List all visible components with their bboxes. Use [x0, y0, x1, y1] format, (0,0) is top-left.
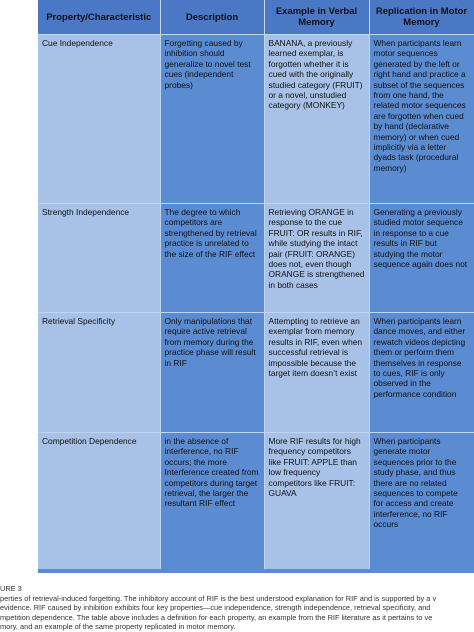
cell-motor-replication: Generating a previously studied motor sequence in response to a cue results in RIF but studying the motor sequence again does not [369, 204, 474, 313]
cell-verbal-example: BANANA, a previously learned exemplar, is forgotten whether it is cued with the originally studied category (FRUIT) or a novel, unstudied category (MONKEY) [264, 35, 369, 204]
caption-line: evidence. RIF caused by inhibition exhibits four key properties—cue independence, strength independence, retrieval specificity, and [0, 603, 431, 613]
cell-property: Cue Independence [38, 35, 160, 204]
caption-line: mpetition dependence. The table above includes a definition for each property, an example from the RIF literature as it pertains to ve [0, 612, 433, 622]
cell-verbal-example: Retrieving ORANGE in response to the cue FRUIT: OR results in RIF, while studying the intact pair (FRUIT: ORANGE) does not, even though ORANGE is strengthened in both cases [264, 204, 369, 313]
cell-motor-replication: When participants learn motor sequences generated by the left or right hand and practice a subset of the sequences from one hand, the related motor sequences are forgotten when cued by hand (declarative memory) or when cued implicitly via a letter dyads task (procedural memory) [369, 35, 474, 204]
rif-properties-table-container [38, 0, 474, 573]
header-motor-replication: Replication in Motor Memory [369, 0, 474, 35]
caption-line: mory, and an example of the same property replicated in motor memory. [0, 622, 236, 632]
cell-description: Only manipulations that require active retrieval from memory during the practice phase will result in RIF [160, 313, 264, 433]
cell-description: Forgetting caused by inhibition should generalize to novel test cues (independent probes) [160, 35, 264, 204]
cell-motor-replication: When participants learn dance moves, and either rewatch videos depicting them or perform them themselves in response to cues, RIF is only observed in the performance condition [369, 313, 474, 433]
cell-property: Retrieval Specificity [38, 313, 160, 433]
cell-description: The degree to which competitors are strengthened by retrieval practice is unrelated to the size of the RIF effect [160, 204, 264, 313]
cell-verbal-example: More RIF results for high frequency competitors like FRUIT: APPLE than low frequency competitors like FRUIT: GUAVA [264, 433, 369, 570]
table-row [38, 204, 474, 313]
cell-property: Strength Independence [38, 204, 160, 313]
table-header-row [38, 0, 474, 35]
table-row [38, 35, 474, 204]
figure-caption [0, 584, 474, 632]
cell-motor-replication: When participants generate motor sequences prior to the study phase, and thus there are no related sequences to compete for access and create interference, no RIF occurs [369, 433, 474, 570]
caption-line: perties of retrieval-induced forgetting. The inhibitory account of RIF is the best understood explanation for RIF and is supported by a v [0, 593, 437, 603]
table-row [38, 313, 474, 433]
cell-property: Competition Dependence [38, 433, 160, 570]
cell-description: in the absence of interference, no RIF occurs; the more Interference created from competitors during target retrieval, the larger the resultant RIF effect [160, 433, 264, 570]
header-description: Description [160, 0, 264, 35]
table-row [38, 433, 474, 570]
cell-verbal-example: Attempting to retrieve an exemplar from memory results in RIF, even when successful retrieval is impossible because the target item doesn’t exist [264, 313, 369, 433]
caption-figure-label: URE 3 [0, 584, 22, 593]
header-verbal-example: Example in Verbal Memory [264, 0, 369, 35]
rif-properties-table [38, 0, 474, 569]
header-property: Property/Characteristic [38, 0, 160, 35]
